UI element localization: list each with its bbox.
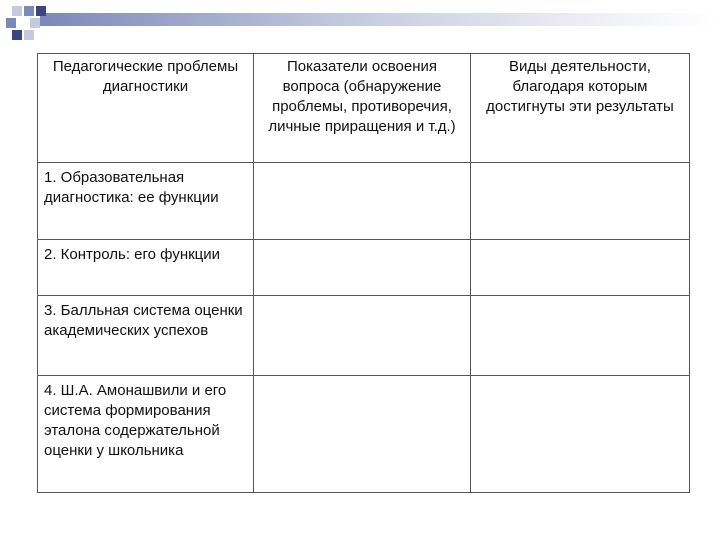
indicators-cell[interactable]: [254, 296, 471, 376]
table-row: [38, 375, 690, 492]
indicators-cell[interactable]: [254, 162, 471, 239]
table-row: [38, 239, 690, 296]
activities-cell[interactable]: [471, 375, 690, 492]
row-label: 2. Контроль: его функции: [38, 239, 254, 296]
decorative-square: [24, 6, 34, 16]
slide-decoration: [0, 0, 720, 48]
decorative-square: [24, 30, 34, 40]
indicators-cell[interactable]: [254, 375, 471, 492]
diagnostics-table: [37, 53, 690, 493]
header-problems: Педагогические проблемы диагностики: [38, 54, 254, 163]
decorative-square: [18, 18, 28, 28]
table-row: [38, 162, 690, 239]
header-indicators: Показатели освоения вопроса (обнаружение проблемы, противоречия, личные приращения и т.д.): [254, 54, 471, 163]
row-label: 4. Ш.А. Амонашвили и его система формирования эталона содержательной оценки у школьника: [38, 375, 254, 492]
decorative-square: [12, 6, 22, 16]
decorative-square: [6, 18, 16, 28]
activities-cell[interactable]: [471, 296, 690, 376]
activities-cell[interactable]: [471, 239, 690, 296]
table-header-row: [38, 54, 690, 163]
decorative-square: [36, 6, 46, 16]
decorative-square: [12, 30, 22, 40]
indicators-cell[interactable]: [254, 239, 471, 296]
header-activities: Виды деятельности, благодаря которым достигнуты эти результаты: [471, 54, 690, 163]
activities-cell[interactable]: [471, 162, 690, 239]
table-row: [38, 296, 690, 376]
row-label: 1. Образовательная диагностика: ее функции: [38, 162, 254, 239]
decorative-top-line: [40, 13, 720, 26]
row-label: 3. Балльная система оценки академических успехов: [38, 296, 254, 376]
decorative-square: [30, 18, 40, 28]
